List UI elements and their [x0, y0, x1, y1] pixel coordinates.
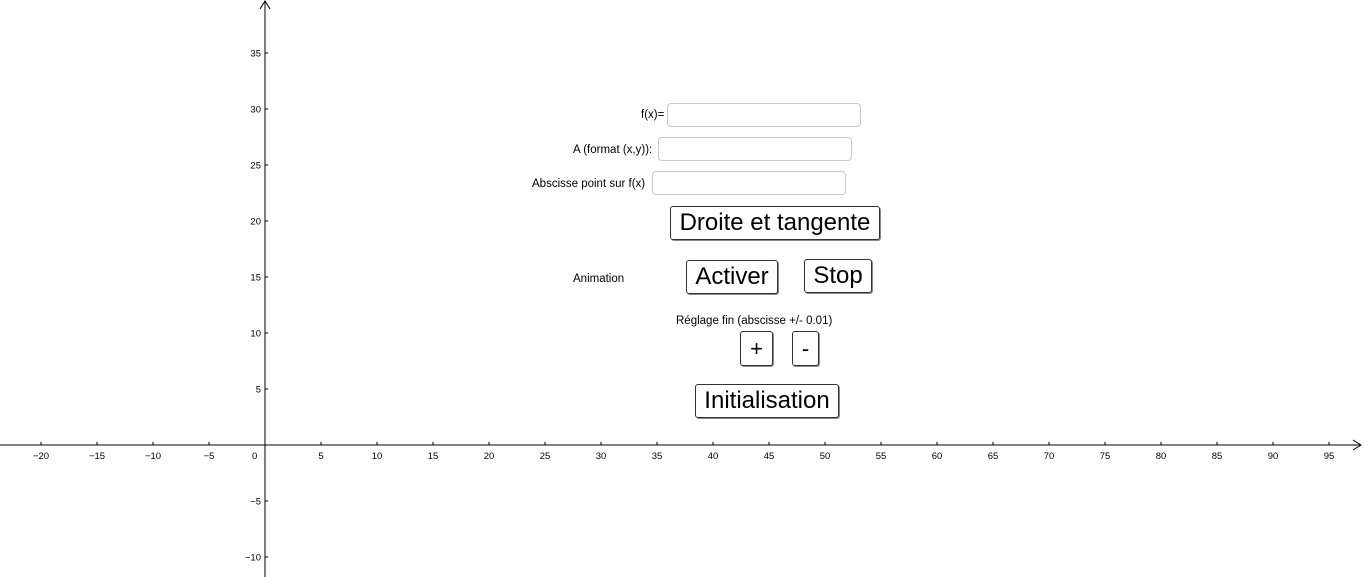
y-tick-label: −5	[250, 496, 261, 508]
x-tick-label: 50	[819, 451, 831, 462]
x-tick-label: 90	[1267, 451, 1279, 462]
plus-button[interactable]: +	[740, 331, 773, 366]
animation-label: Animation	[573, 273, 625, 285]
reglage-fin-label: Réglage fin (abscisse +/- 0.01)	[676, 315, 833, 327]
x-tick-label: 25	[539, 451, 551, 462]
y-tick-label: −10	[244, 552, 261, 564]
abscisse-input[interactable]	[652, 171, 846, 195]
x-tick-label: −15	[88, 451, 106, 462]
x-tick-label: 55	[875, 451, 887, 462]
x-tick-label: 10	[371, 451, 383, 462]
fx-label: f(x)=	[641, 109, 665, 121]
fx-input[interactable]	[667, 103, 861, 127]
point-a-label: A (format (x,y)):	[573, 144, 653, 156]
x-tick-label: 95	[1323, 451, 1335, 462]
x-tick-label: −10	[144, 451, 162, 462]
x-tick-label: 30	[595, 451, 607, 462]
y-tick-label: 30	[250, 104, 261, 116]
x-tick-label: −20	[32, 451, 50, 462]
x-tick-label: 80	[1155, 451, 1167, 462]
origin-label: 0	[252, 451, 258, 462]
minus-button[interactable]: -	[792, 331, 819, 366]
stop-button[interactable]: Stop	[804, 259, 872, 293]
droite-tangente-button[interactable]: Droite et tangente	[670, 206, 880, 240]
initialisation-button[interactable]: Initialisation	[695, 384, 839, 418]
x-tick-label: 60	[931, 451, 943, 462]
x-tick-label: 65	[987, 451, 999, 462]
y-tick-label: 10	[250, 328, 261, 340]
y-tick-label: 35	[250, 48, 261, 60]
x-tick-label: 45	[763, 451, 775, 462]
y-tick-label: 25	[250, 160, 261, 172]
abscisse-label: Abscisse point sur f(x)	[532, 178, 646, 190]
x-tick-label: 40	[707, 451, 719, 462]
x-tick-label: 70	[1043, 451, 1055, 462]
x-tick-label: −5	[203, 451, 215, 462]
x-tick-label: 35	[651, 451, 663, 462]
x-tick-label: 5	[318, 451, 324, 462]
y-tick-label: 5	[255, 384, 261, 396]
x-tick-label: 75	[1099, 451, 1111, 462]
x-tick-label: 15	[427, 451, 439, 462]
x-tick-label: 20	[483, 451, 495, 462]
y-tick-label: 15	[250, 272, 261, 284]
y-tick-label: 20	[250, 216, 261, 228]
activer-button[interactable]: Activer	[686, 260, 778, 294]
x-tick-label: 85	[1211, 451, 1223, 462]
point-a-input[interactable]	[658, 137, 852, 161]
